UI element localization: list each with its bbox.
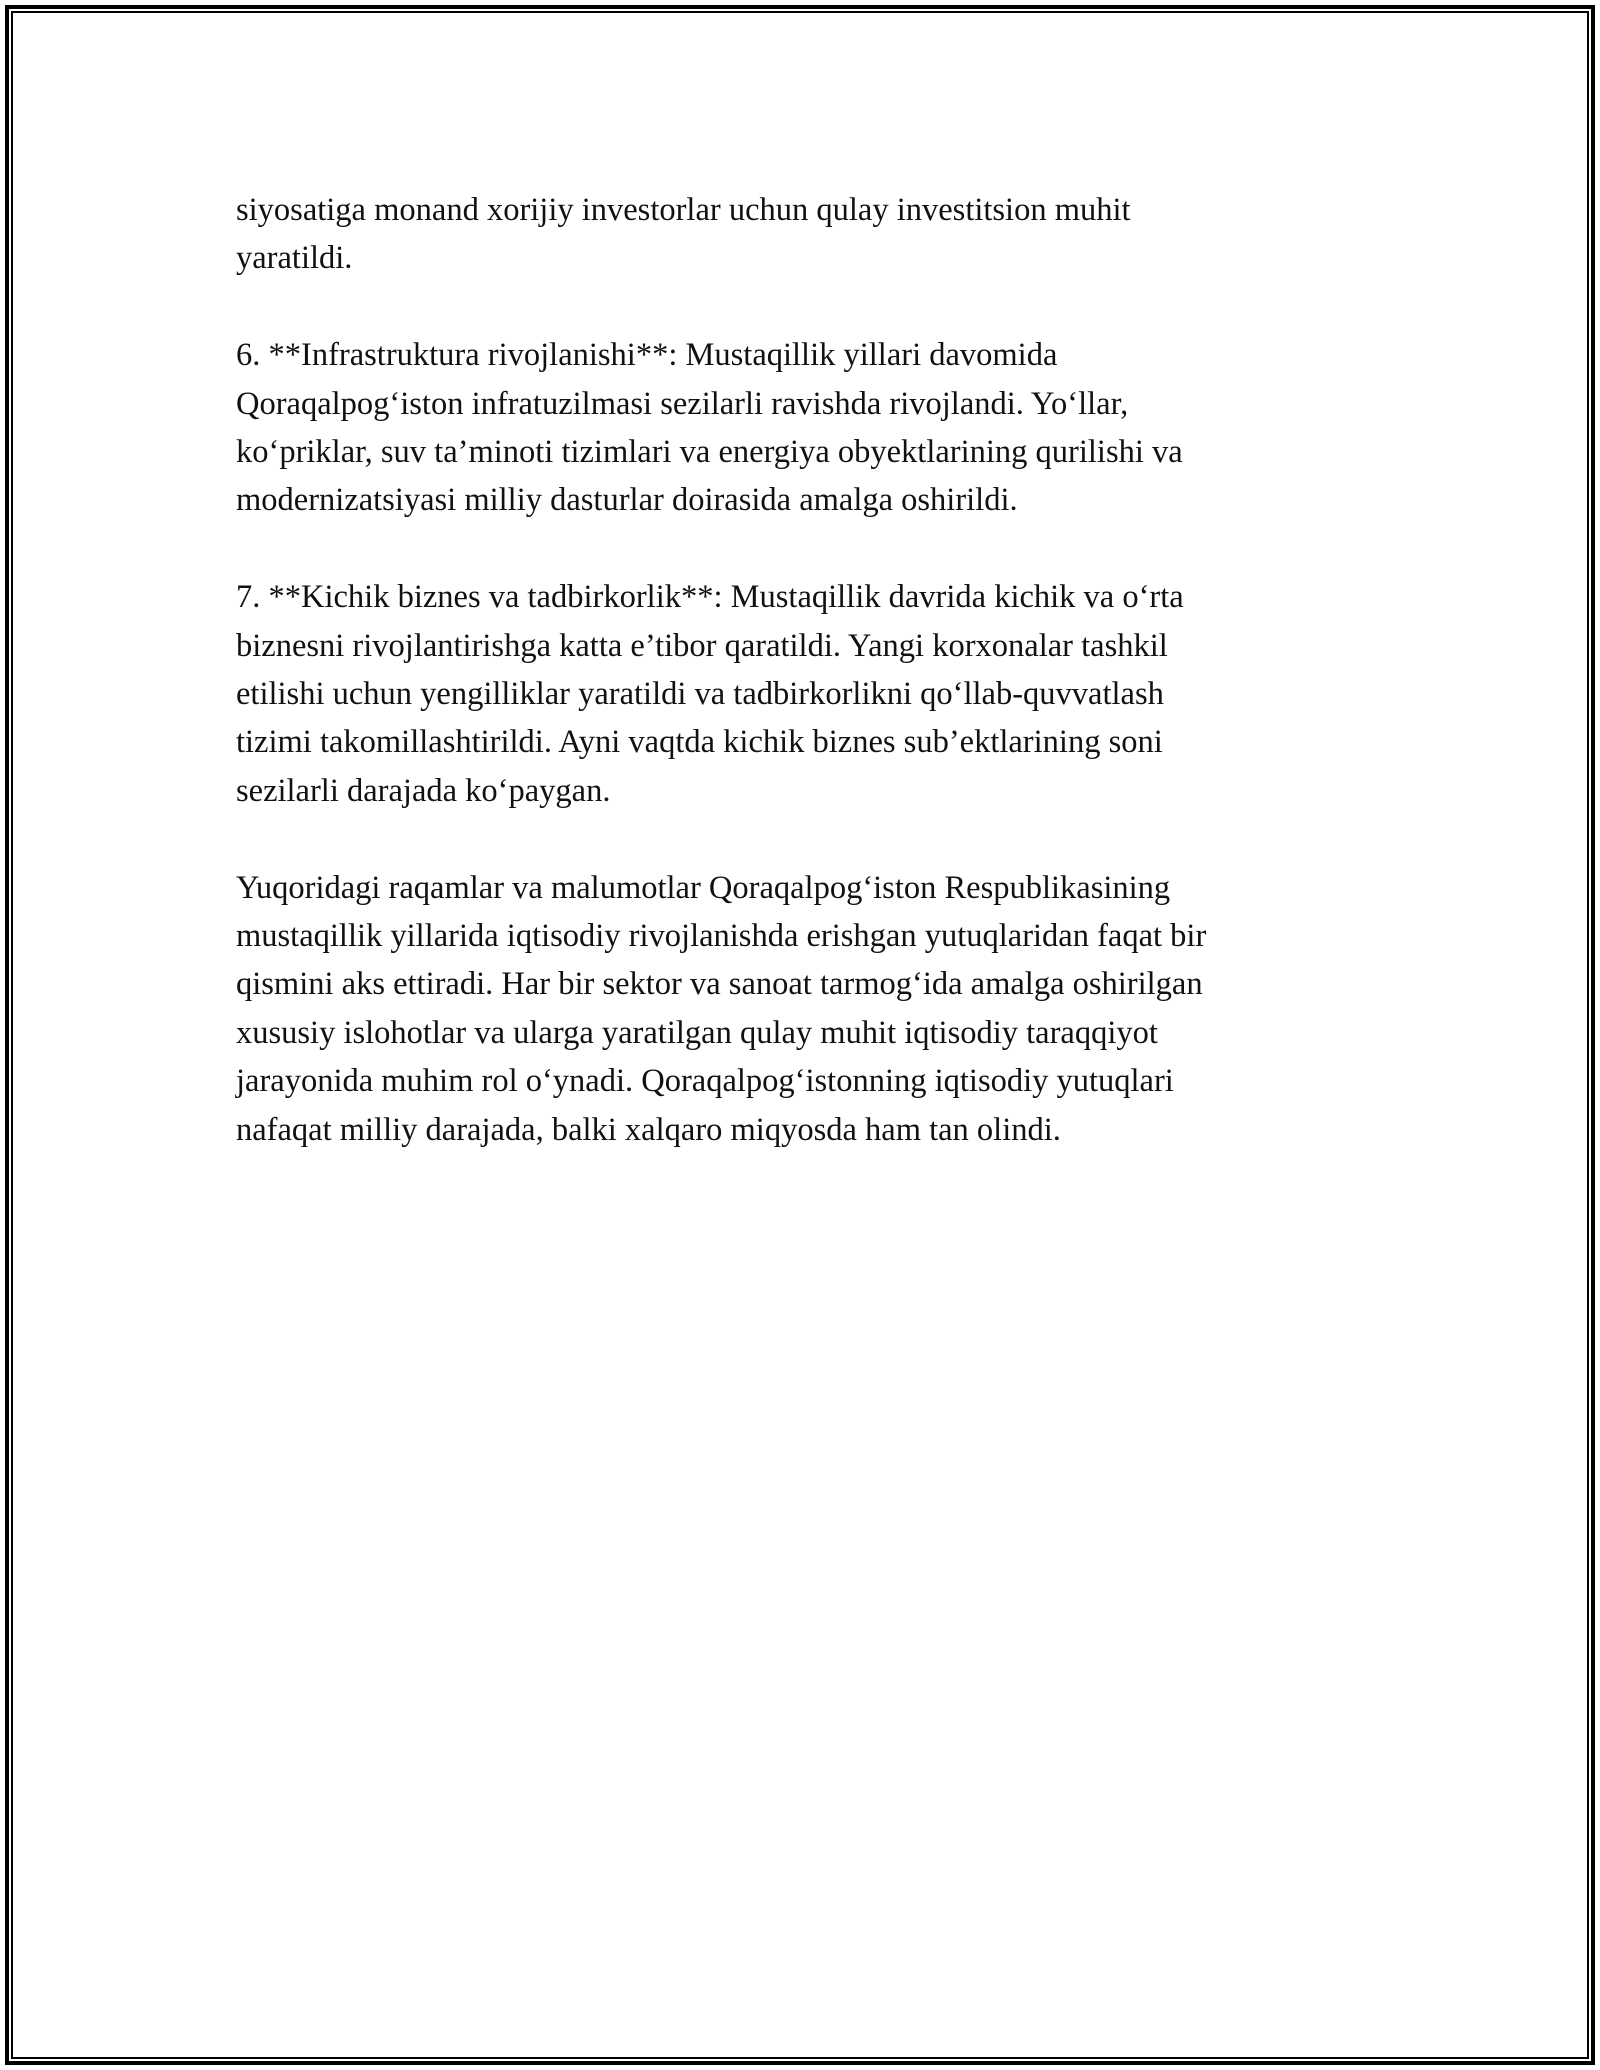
text-line: 6. **Infrastruktura rivojlanishi**: Mustaqillik yillari davomida	[236, 337, 1058, 374]
document-body	[236, 186, 1366, 1202]
text-line: ko‘priklar, suv ta’minoti tizimlari va energiya obyektlarining qurilishi va	[236, 434, 1183, 471]
text-line: nafaqat milliy darajada, balki xalqaro miqyosda ham tan olindi.	[236, 1111, 1061, 1148]
text-line: 7. **Kichik biznes va tadbirkorlik**: Mustaqillik davrida kichik va o‘rta	[236, 579, 1184, 616]
paragraph-infrastructure	[236, 331, 1366, 525]
paragraph-investment-continuation	[236, 186, 1366, 283]
text-line: xususiy islohotlar va ularga yaratilgan qulay muhit iqtisodiy taraqqiyot	[236, 1014, 1158, 1051]
text-line: biznesni rivojlantirishga katta e’tibor qaratildi. Yangi korxonalar tashkil	[236, 627, 1168, 664]
text-line: modernizatsiyasi milliy dasturlar doirasida amalga oshirildi.	[236, 482, 1018, 519]
text-line: etilishi uchun yengilliklar yaratildi va tadbirkorlikni qo‘llab-quvvatlash	[236, 676, 1164, 713]
paragraph-small-business	[236, 573, 1366, 815]
text-line: yaratildi.	[236, 240, 353, 277]
paragraph-conclusion	[236, 864, 1366, 1154]
text-line: jarayonida muhim rol o‘ynadi. Qoraqalpog‘istonning iqtisodiy yutuqlari	[236, 1063, 1174, 1100]
text-line: siyosatiga monand xorijiy investorlar uchun qulay investitsion muhit	[236, 192, 1131, 228]
text-line: Yuqoridagi raqamlar va malumotlar Qoraqalpog‘iston Respublikasining	[236, 869, 1171, 906]
text-line: Qoraqalpog‘iston infratuzilmasi sezilarli ravishda rivojlandi. Yo‘llar,	[236, 385, 1129, 422]
text-line: qismini aks ettiradi. Har bir sektor va sanoat tarmog‘ida amalga oshirilgan	[236, 966, 1203, 1003]
text-line: tizimi takomillashtirildi. Ayni vaqtda kichik biznes sub’ektlarining soni	[236, 724, 1163, 761]
text-line: mustaqillik yillarida iqtisodiy rivojlanishda erishgan yutuqlaridan faqat bir	[236, 918, 1207, 955]
text-line: sezilarli darajada ko‘paygan.	[236, 772, 611, 809]
